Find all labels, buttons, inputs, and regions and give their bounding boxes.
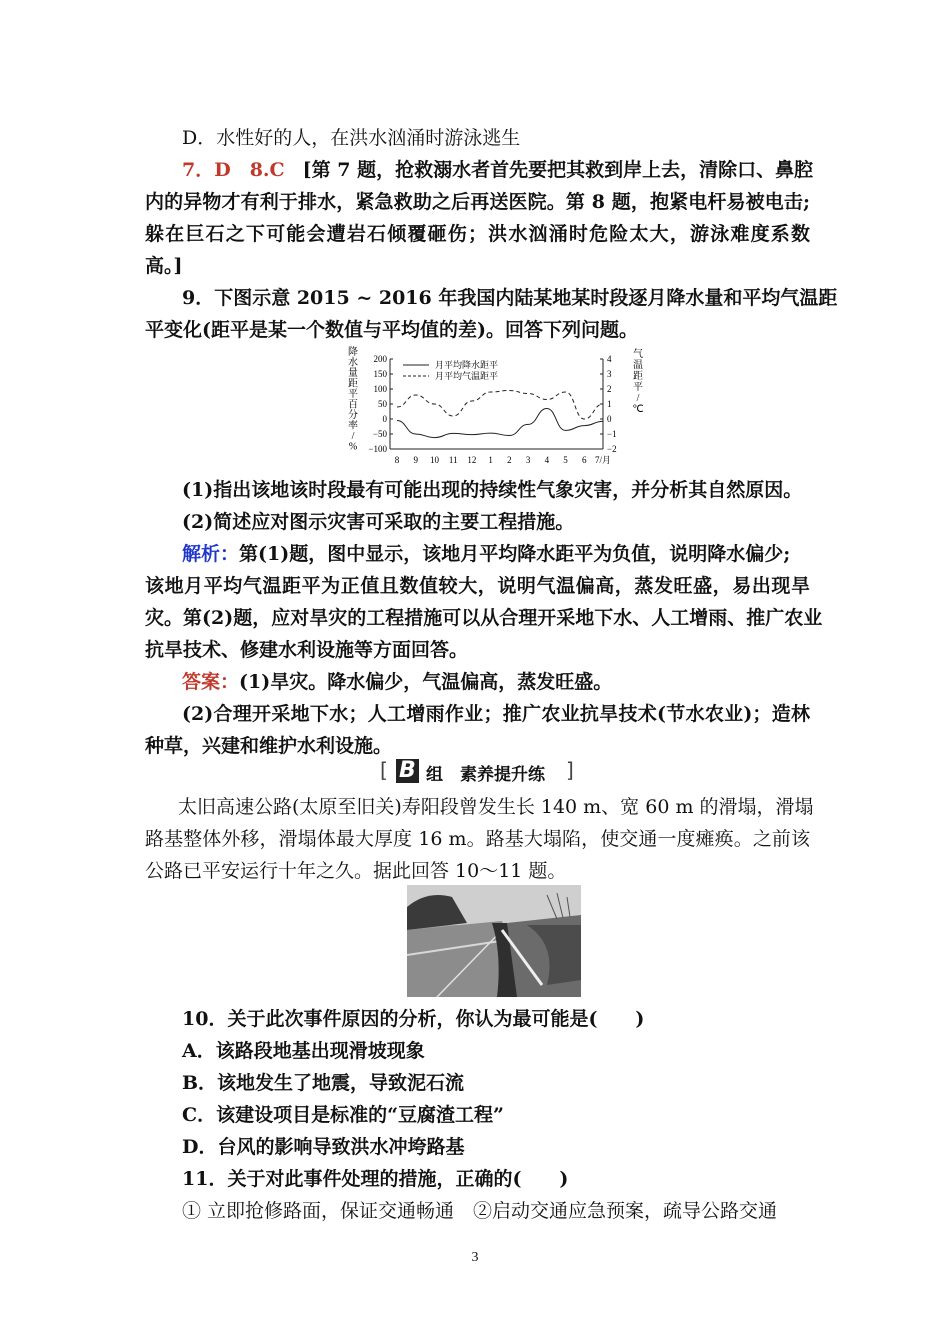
left-tick-label: 150	[373, 369, 387, 379]
analysis-line	[182, 541, 810, 567]
left-axis-label-char: 水	[348, 357, 358, 369]
x-tick-label: 4	[544, 455, 550, 465]
answer-text: (1)旱灾。降水偏少，气温偏高，蒸发旺盛。	[239, 671, 613, 693]
analysis-text: 第(1)题，图中显示，该地月平均降水距平为负值，说明降水偏少;	[239, 543, 791, 565]
answer-line: 种草，兴建和维护水利设施。	[145, 735, 393, 757]
right-tick-label: 0	[607, 414, 612, 424]
x-tick-label: 2	[507, 455, 512, 465]
temperature-anomaly-series	[397, 391, 603, 420]
answer-label: 答案：	[182, 671, 240, 693]
analysis-line: 灾。第(2)题，应对旱灾的工程措施可以从合理开采地下水、人工增雨、推广农业	[145, 607, 823, 629]
precipitation-anomaly-series	[397, 409, 603, 438]
answer-7-8: 7．D 8.C	[182, 159, 285, 181]
question-9-2: (2)简述应对图示灾害可采取的主要工程措施。	[182, 511, 575, 533]
right-axis-label-char: ℃	[632, 404, 644, 415]
option-d-line: D．水性好的人，在洪水汹涌时游泳逃生	[182, 127, 521, 149]
right-tick-label: −1	[607, 429, 617, 439]
option-10c: C．该建设项目是标准的“豆腐渣工程”	[182, 1104, 504, 1126]
legend-label: 月平均降水距平	[435, 360, 499, 370]
x-tick-label: 9	[413, 455, 418, 465]
left-axis-label-char: 分	[348, 410, 358, 421]
left-axis-label-char: %	[348, 441, 358, 453]
x-tick-label: 6	[582, 455, 587, 465]
passage-line: 公路已平安运行十年之久。据此回答 10～11 题。	[145, 860, 567, 882]
page-number: 3	[471, 1250, 479, 1265]
left-axis-label-char: 量	[348, 368, 358, 379]
right-tick-label: −2	[607, 444, 617, 454]
analysis-label: 解析：	[182, 543, 240, 565]
x-tick-label: 5	[563, 455, 568, 465]
x-tick-label: 1	[488, 455, 493, 465]
legend-label: 月平均气温距平	[435, 371, 499, 381]
left-tick-label: 50	[378, 399, 387, 409]
question-9-1: (1)指出该地该时段最有可能出现的持续性气象灾害，并分析其自然原因。	[182, 479, 803, 501]
group-b-banner	[380, 758, 575, 786]
x-tick-label: 7/月	[594, 455, 612, 465]
right-tick-label: 1	[607, 399, 612, 409]
left-axis-label-char: /	[351, 431, 355, 442]
right-axis-label-char: 距	[633, 371, 643, 382]
group-bracket-left: [	[380, 758, 388, 782]
right-axis-label-char: /	[636, 393, 640, 404]
left-axis-label-char: 平	[348, 389, 358, 400]
group-title: 组 素养提升练	[426, 765, 545, 785]
left-tick-label: 200	[373, 354, 387, 364]
right-axis-label-char: 温	[633, 360, 643, 371]
analysis-line: 抗旱技术、修建水利设施等方面回答。	[145, 639, 469, 661]
left-axis-label-char: 距	[348, 378, 358, 390]
question-9-stem: 平变化(距平是某一个数值与平均值的差)。回答下列问题。	[145, 319, 638, 341]
left-tick-label: 0	[382, 414, 387, 424]
option-10a: A．该路段地基出现滑坡现象	[182, 1040, 425, 1062]
question-10: 10．关于此次事件原因的分析，你认为最可能是( )	[182, 1008, 645, 1030]
x-tick-label: 11	[448, 455, 458, 465]
left-tick-label: −100	[368, 444, 387, 454]
question-11: 11．关于对此事件处理的措施，正确的( )	[182, 1168, 569, 1190]
left-axis-label-char: 率	[348, 420, 358, 432]
highway-collapse-photo	[407, 885, 581, 997]
right-axis-label-char: 平	[633, 382, 643, 393]
passage-line: 路基整体外移，滑塌体最大厚度 16 m。路基大塌陷，使交通一度瘫痪。之前该	[145, 828, 810, 850]
x-tick-label: 10	[429, 455, 439, 465]
question-9-stem: 9．下图示意 2015 ~ 2016 年我国内陆某地某时段逐月降水量和平均气温距	[182, 287, 838, 309]
explanation-line: 内的异物才有利于排水，紧急救助之后再送医院。第 8 题，抱紧电杆易被电击;	[145, 191, 810, 213]
left-axis-label-char: 降	[348, 347, 358, 358]
explanation-line: 躲在巨石之下可能会遭岩石倾覆砸伤；洪水汹涌时危险太大，游泳难度系数	[145, 223, 810, 245]
photo-drawing	[407, 885, 581, 997]
group-bracket-right: ]	[566, 758, 574, 782]
x-tick-label: 3	[525, 455, 531, 465]
left-tick-label: 100	[373, 384, 387, 394]
analysis-line: 该地月平均气温距平为正值且数值较大，说明气温偏高，蒸发旺盛，易出现旱	[145, 575, 810, 597]
right-axis-label-char: 气	[633, 349, 643, 360]
x-tick-label: 8	[394, 455, 400, 465]
left-tick-label: −50	[372, 429, 387, 439]
question-11-options: ① 立即抢修路面，保证交通畅通 ②启动交通应急预案，疏导公路交通	[182, 1200, 778, 1222]
right-tick-label: 4	[607, 354, 612, 364]
precip-temp-anomaly-chart	[345, 345, 645, 467]
passage-line: 太旧高速公路(太原至旧关)寿阳段曾发生长 140 m、宽 60 m 的滑塌，滑塌	[178, 796, 814, 818]
right-tick-label: 3	[607, 369, 612, 379]
option-10d: D．台风的影响导致洪水冲垮路基	[182, 1136, 465, 1158]
answer-line-7-8	[182, 157, 847, 183]
explanation-line: 高。]	[145, 255, 183, 277]
group-b-icon: B	[396, 759, 419, 783]
right-tick-label: 2	[607, 384, 612, 394]
explanation-7-8-start: [第 7 题，抢救溺水者首先要把其救到岸上去，清除口、鼻腔	[302, 159, 814, 181]
answer-line: (2)合理开采地下水；人工增雨作业；推广农业抗旱技术(节水农业)；造林	[182, 703, 810, 725]
option-10b: B．该地发生了地震，导致泥石流	[182, 1072, 465, 1094]
x-tick-label: 12	[467, 455, 477, 465]
left-axis-label-char: 百	[348, 399, 358, 411]
answer-line	[182, 669, 847, 695]
